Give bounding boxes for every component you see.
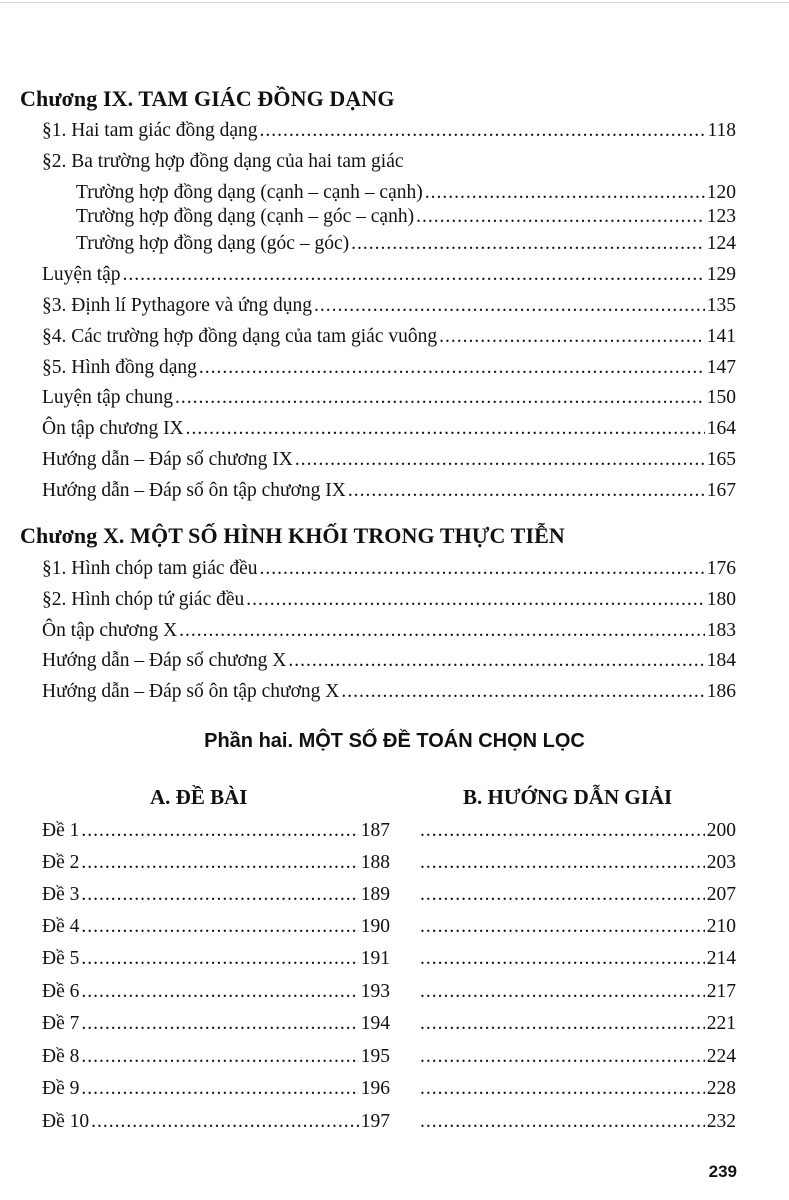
- toc-entry-label: Ôn tập chương X: [42, 620, 178, 641]
- exam-entry[interactable]: [42, 1011, 390, 1037]
- chapter-10-title: Chương X. MỘT SỐ HÌNH KHỐI TRONG THỰC TIỄN: [20, 523, 565, 548]
- dot-leader: [81, 979, 358, 1005]
- exam-row: [0, 882, 789, 912]
- toc-entry[interactable]: [42, 416, 736, 442]
- toc-entry-label: Hướng dẫn – Đáp số chương IX: [42, 449, 293, 470]
- toc-entry-label: Luyện tập chung: [42, 387, 174, 408]
- toc-entry-label: Trường hợp đồng dạng (cạnh – cạnh – cạnh): [76, 182, 423, 203]
- toc-entry-page: 184: [706, 650, 736, 671]
- exam-label: Đề 2: [42, 852, 80, 873]
- dot-leader: [81, 1011, 358, 1037]
- exam-label: Đề 4: [42, 916, 80, 937]
- dot-leader: [420, 1109, 705, 1135]
- toc-entry[interactable]: [42, 324, 736, 350]
- toc-entry[interactable]: [42, 618, 736, 644]
- toc-entry-page: 141: [706, 326, 736, 347]
- toc-entry[interactable]: [42, 355, 736, 381]
- exam-entry[interactable]: [42, 946, 390, 972]
- solution-page: 203: [706, 852, 736, 873]
- exam-entry[interactable]: [42, 1109, 390, 1135]
- dot-leader: [179, 618, 705, 644]
- toc-entry-page: 176: [706, 558, 736, 579]
- exam-page: 194: [360, 1013, 390, 1034]
- dot-leader: [420, 850, 705, 876]
- exam-row: [0, 946, 789, 976]
- exam-row: [0, 979, 789, 1009]
- exam-page: 191: [360, 948, 390, 969]
- solution-entry[interactable]: [418, 914, 736, 940]
- toc-entry[interactable]: [42, 556, 736, 582]
- exam-entry[interactable]: [42, 1044, 390, 1070]
- exam-label: Đề 1: [42, 820, 80, 841]
- dot-leader: [81, 850, 358, 876]
- dot-leader: [420, 946, 705, 972]
- dot-leader: [295, 447, 705, 473]
- page-number: 239: [708, 1162, 737, 1181]
- solution-entry[interactable]: [418, 1044, 736, 1070]
- toc-entry-page: 120: [706, 182, 736, 203]
- exam-page: 189: [360, 884, 390, 905]
- toc-entry-label: Hướng dẫn – Đáp số ôn tập chương IX: [42, 480, 346, 501]
- toc-entry-page: 165: [706, 449, 736, 470]
- exam-label: Đề 7: [42, 1013, 80, 1034]
- dot-leader: [81, 1076, 358, 1102]
- toc-entry-page: 123: [706, 206, 736, 227]
- toc-entry-page: 147: [706, 357, 736, 378]
- toc-entry[interactable]: [42, 478, 736, 504]
- toc-entry[interactable]: [42, 587, 736, 613]
- solution-entry[interactable]: [418, 850, 736, 876]
- exam-entry[interactable]: [42, 882, 390, 908]
- exam-entry[interactable]: [42, 914, 390, 940]
- dot-leader: [186, 416, 705, 442]
- toc-entry-page: 167: [706, 480, 736, 501]
- part-two-title: Phần hai. MỘT SỐ ĐỀ TOÁN CHỌN LỌC: [204, 730, 585, 752]
- solution-page: 200: [706, 820, 736, 841]
- toc-entry-label: Luyện tập: [42, 264, 121, 285]
- toc-entry-label: Trường hợp đồng dạng (cạnh – góc – cạnh): [76, 206, 415, 227]
- solution-page: 232: [706, 1111, 736, 1132]
- toc-entry-page: 135: [706, 295, 736, 316]
- toc-section-heading[interactable]: §2. Ba trường hợp đồng dạng của hai tam giác: [42, 151, 404, 172]
- exam-entry[interactable]: [42, 1076, 390, 1102]
- solution-entry[interactable]: [418, 882, 736, 908]
- dot-leader: [81, 1044, 358, 1070]
- toc-entry-label: §3. Định lí Pythagore và ứng dụng: [42, 295, 313, 316]
- toc-entry[interactable]: [42, 648, 736, 674]
- dot-leader: [351, 231, 705, 257]
- dot-leader: [123, 262, 705, 288]
- dot-leader: [314, 293, 705, 319]
- toc-entry-page: 180: [706, 589, 736, 610]
- dot-leader: [175, 385, 705, 411]
- solution-entry[interactable]: [418, 818, 736, 844]
- dot-leader: [81, 946, 358, 972]
- toc-entry-label: §5. Hình đồng dạng: [42, 357, 197, 378]
- exam-label: Đề 5: [42, 948, 80, 969]
- dot-leader: [420, 818, 705, 844]
- dot-leader: [420, 914, 705, 940]
- dot-leader: [246, 587, 704, 613]
- toc-entry-label: §1. Hai tam giác đồng dạng: [42, 120, 258, 141]
- exam-page: 197: [360, 1111, 390, 1132]
- toc-entry-label: Hướng dẫn – Đáp số ôn tập chương X: [42, 681, 340, 702]
- toc-entry-page: 183: [706, 620, 736, 641]
- dot-leader: [420, 979, 705, 1005]
- toc-entry-page: 118: [707, 120, 736, 141]
- toc-entry[interactable]: [42, 447, 736, 473]
- toc-entry[interactable]: [76, 180, 736, 206]
- exam-page: 187: [360, 820, 390, 841]
- solution-page: 217: [706, 981, 736, 1002]
- top-rule: [0, 2, 789, 3]
- toc-entry[interactable]: [42, 293, 736, 319]
- toc-entry-label: Trường hợp đồng dạng (góc – góc): [76, 233, 350, 254]
- solution-entry[interactable]: [418, 946, 736, 972]
- toc-entry-page: 150: [706, 387, 736, 408]
- toc-entry[interactable]: [76, 231, 736, 257]
- exam-page: 195: [360, 1046, 390, 1067]
- dot-leader: [416, 204, 705, 230]
- toc-entry-label: §1. Hình chóp tam giác đều: [42, 558, 258, 579]
- exam-label: Đề 3: [42, 884, 80, 905]
- toc-entry-label: §2. Hình chóp tứ giác đều: [42, 589, 245, 610]
- dot-leader: [420, 1076, 705, 1102]
- dot-leader: [81, 914, 358, 940]
- solution-page: 228: [706, 1078, 736, 1099]
- exam-row: [0, 850, 789, 880]
- solution-entry[interactable]: [418, 1109, 736, 1135]
- toc-entry-label: Hướng dẫn – Đáp số chương X: [42, 650, 287, 671]
- dot-leader: [260, 118, 706, 144]
- exam-label: Đề 8: [42, 1046, 80, 1067]
- exam-label: Đề 9: [42, 1078, 80, 1099]
- toc-entry-page: 164: [706, 418, 736, 439]
- toc-entry-page: 129: [706, 264, 736, 285]
- column-a-heading: A. ĐỀ BÀI: [150, 785, 248, 809]
- chapter-9-title: Chương IX. TAM GIÁC ĐỒNG DẠNG: [20, 86, 395, 111]
- exam-row: [0, 1011, 789, 1041]
- dot-leader: [439, 324, 705, 350]
- solution-page: 214: [706, 948, 736, 969]
- dot-leader: [81, 882, 358, 908]
- column-b-heading: B. HƯỚNG DẪN GIẢI: [463, 785, 673, 809]
- toc-entry[interactable]: [42, 385, 736, 411]
- exam-page: 196: [360, 1078, 390, 1099]
- solution-entry[interactable]: [418, 979, 736, 1005]
- solution-page: 210: [706, 916, 736, 937]
- toc-entry[interactable]: [42, 679, 736, 705]
- exam-page: 193: [360, 981, 390, 1002]
- exam-row: [0, 914, 789, 944]
- dot-leader: [420, 1011, 705, 1037]
- toc-entry-label: Ôn tập chương IX: [42, 418, 184, 439]
- exam-entry[interactable]: [42, 979, 390, 1005]
- dot-leader: [420, 882, 705, 908]
- dot-leader: [420, 1044, 705, 1070]
- dot-leader: [341, 679, 704, 705]
- exam-label: Đề 6: [42, 981, 80, 1002]
- dot-leader: [91, 1109, 359, 1135]
- exam-row: [0, 1109, 789, 1139]
- exam-row: [0, 1076, 789, 1106]
- dot-leader: [425, 180, 705, 206]
- toc-entry-label: §4. Các trường hợp đồng dạng của tam giác vuông: [42, 326, 438, 347]
- solution-entry[interactable]: [418, 1011, 736, 1037]
- toc-entry[interactable]: [42, 118, 736, 144]
- toc-entry[interactable]: [76, 204, 736, 230]
- solution-page: 207: [706, 884, 736, 905]
- toc-entry-page: 124: [706, 233, 736, 254]
- exam-row: [0, 1044, 789, 1074]
- dot-leader: [288, 648, 704, 674]
- exam-label: Đề 10: [42, 1111, 90, 1132]
- exam-row: [0, 818, 789, 848]
- exam-page: 188: [360, 852, 390, 873]
- dot-leader: [199, 355, 705, 381]
- toc-entry-page: 186: [706, 681, 736, 702]
- exam-entry[interactable]: [42, 818, 390, 844]
- solution-page: 221: [706, 1013, 736, 1034]
- toc-entry[interactable]: [42, 262, 736, 288]
- dot-leader: [260, 556, 705, 582]
- solution-entry[interactable]: [418, 1076, 736, 1102]
- exam-page: 190: [360, 916, 390, 937]
- solution-page: 224: [706, 1046, 736, 1067]
- exam-entry[interactable]: [42, 850, 390, 876]
- dot-leader: [81, 818, 358, 844]
- dot-leader: [348, 478, 705, 504]
